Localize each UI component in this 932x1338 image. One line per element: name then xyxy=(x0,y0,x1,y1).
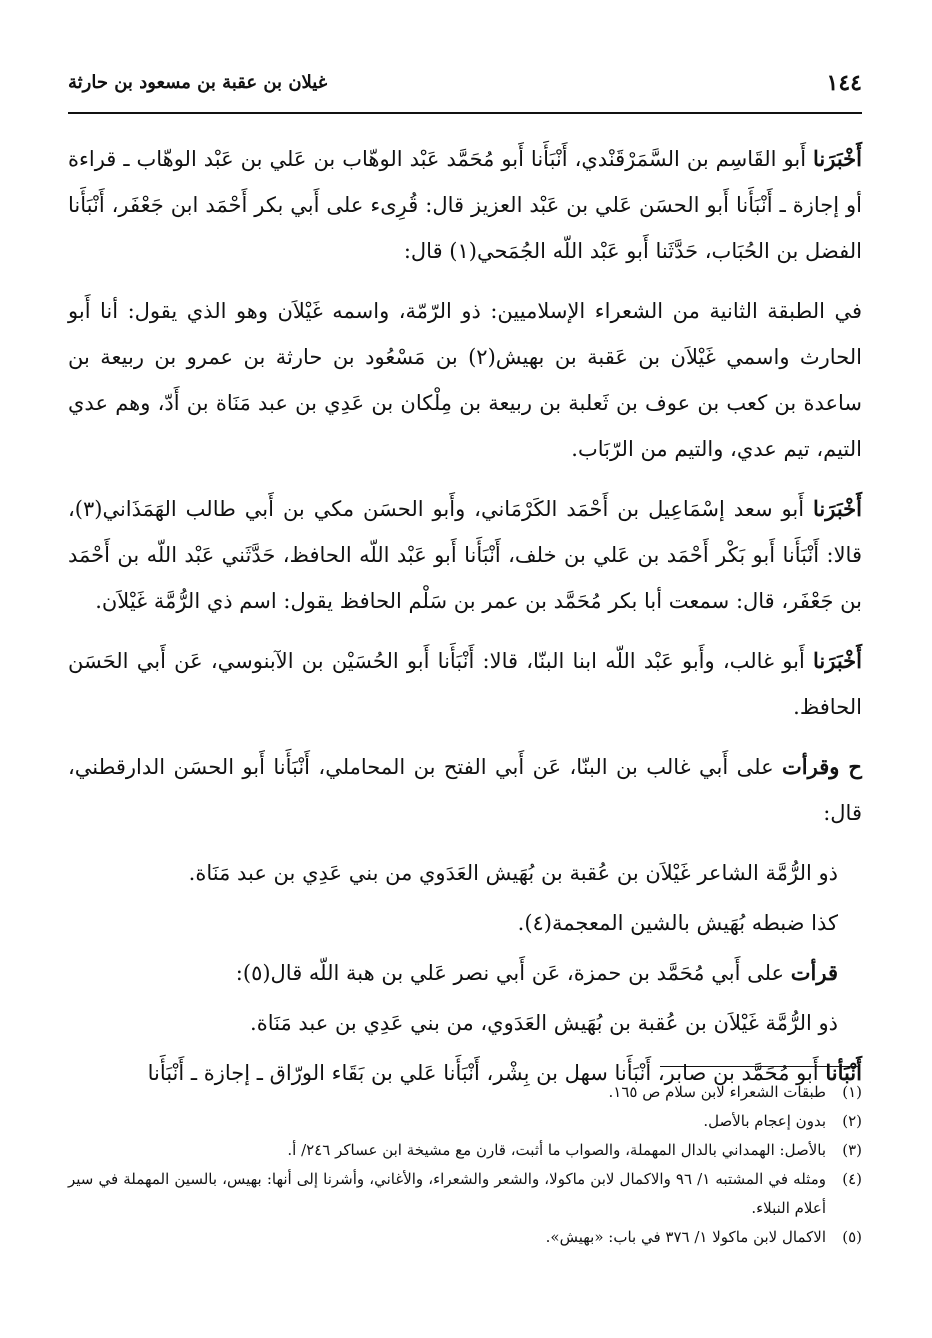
footnote-rule xyxy=(660,1066,860,1067)
paragraph-lead: أَنْبَأنا xyxy=(825,1060,862,1085)
paragraph-lead: أَخْبَرَنا xyxy=(813,648,862,673)
footnote-number: (٣) xyxy=(842,1141,862,1159)
footnote-text: بالأصل: الهمداني بالدال المهملة، والصواب ما أثبت، قارن مع مشيخة ابن عساكر ٢٤٦/ أ. xyxy=(287,1141,826,1159)
footnote-text: الاكمال لابن ماكولا ١/ ٣٧٦ في باب: «بهيش». xyxy=(545,1228,826,1246)
paragraph xyxy=(68,744,862,836)
paragraph-text: ذو الرُّمَّة الشاعر غَيْلاَن بن عُقبة بن بُهَيش العَدَوي من بني عَدِي بن عبد مَنَاة. xyxy=(188,861,838,885)
paragraph xyxy=(68,638,862,730)
footnote xyxy=(68,1107,862,1136)
paragraph xyxy=(68,288,862,472)
paragraph-text: أَبو غالب، وأَبو عَبْد اللّه ابنا البنّا، قالا: أَنْبَأَنا أَبو الحُسَيْن بن الآبنوسي، عَن أَبي الحَسَن الحافظ. xyxy=(68,649,862,719)
footnote-text: بدون إعجام بالأصل. xyxy=(703,1112,826,1130)
paragraph-text: أَبو مُحَمَّد بن صابر، أَنْبَأَنا سهل بن بِشْر، أَنْبَأَنا عَلي بن بَقَاء الورّاق ـ إجازة ـ أَنْبَأَنا xyxy=(147,1061,826,1085)
footnote xyxy=(68,1223,862,1252)
quoted-line xyxy=(68,1000,862,1046)
paragraph-lead: أَخْبَرَنا xyxy=(813,496,862,521)
footnote-text: ومثله في المشتبه ١/ ٩٦ والاكمال لابن ماكولا، والشعر والشعراء، والأغاني، وأشرنا إلى أنها: بهيس، بالسين المهملة في سير أعلام النبلاء. xyxy=(68,1170,826,1217)
footnote-number: (٢) xyxy=(842,1112,862,1130)
main-text xyxy=(68,136,862,1110)
paragraph xyxy=(68,136,862,274)
footnote xyxy=(68,1165,862,1223)
paragraph-text: كذا ضبطه بُهَيش بالشين المعجمة(٤). xyxy=(517,911,838,935)
paragraph xyxy=(68,486,862,624)
quoted-line xyxy=(68,850,862,896)
paragraph-text: أَبو القَاسِم بن السَّمَرْقَنْدي، أَنْبَأَنا أَبو مُحَمَّد عَبْد الوهّاب بن عَلي بن عَبْد الوهّاب ـ قراءة أو إجازة ـ أَنْبَأَنا أَبو الحسَن عَلي بن عَبْد العزيز قال: قُرِىء على أَبي بكر أَحْمَد ابن جَعْفَر، أَنْبَأَنا الفضل بن الحُبَاب، حَدَّثَنا أَبو عَبْد اللّه الجُمَحي(١) قال: xyxy=(68,147,862,263)
running-title: غيلان بن عقبة بن مسعود بن حارثة xyxy=(68,72,328,93)
paragraph-text: في الطبقة الثانية من الشعراء الإسلاميين: ذو الرّمّة، واسمه غَيْلاَن وهو الذي يقول: أنا أَبو الحارث واسمي غَيْلاَن بن عَقبة بن بهيش(٢) بن مَسْعُود بن حارثة بن عمرو بن ربيعة بن ساعدة بن كعب بن عوف بن ثَعلبة بن ربيعة بن مِلْكان بن عَدِي بن عبد مَنَاة بن أَدّ، وهم عدي التيم، تيم عدي، والتيم من الرّبَاب. xyxy=(68,299,862,461)
footnote xyxy=(68,1136,862,1165)
page-header xyxy=(68,70,862,102)
paragraph-text: على أَبي مُحَمَّد بن حمزة، عَن أَبي نصر عَلي بن هبة اللّه قال(٥): xyxy=(235,961,791,985)
footnote-number: (١) xyxy=(842,1083,862,1101)
paragraph-text: ذو الرُّمَّة غَيْلاَن بن عُقبة بن بُهَيش العَدَوي، من بني عَدِي بن عبد مَنَاة. xyxy=(250,1011,838,1035)
footnote-number: (٤) xyxy=(842,1170,862,1188)
quoted-line xyxy=(68,900,862,946)
paragraph-lead: ح وقرأت xyxy=(782,754,862,779)
footnote-text: طبقات الشعراء لابن سلام ص ١٦٥. xyxy=(608,1083,826,1101)
footnotes xyxy=(68,1078,862,1252)
footnote-number: (٥) xyxy=(842,1228,862,1246)
paragraph-text: على أَبي غالب بن البنّا، عَن أَبي الفتح بن المحاملي، أَنْبَأَنا أَبو الحسَن الدارقطني، قال: xyxy=(68,755,862,825)
paragraph-lead: أَخْبَرَنا xyxy=(813,146,862,171)
header-rule xyxy=(68,112,862,114)
paragraph-text: أَبو سعد إسْمَاعِيل بن أَحْمَد الكَرْمَاني، وأَبو الحسَن مكي بن أَبي طالب الهَمَذَاني(٣)، قالا: أَنْبَأَنا أَبو بَكْر أَحْمَد بن عَلي بن خلف، أَنْبَأَنا أَبو عَبْد اللّه الحافظ، حَدَّثَني عَبْد اللّه بن أَحْمَد بن جَعْفَر، قال: سمعت أبا بكر مُحَمَّد بن عمر بن سَلْم الحافظ يقول: اسم ذي الرُّمَّة غَيْلاَن. xyxy=(68,497,862,613)
footnote xyxy=(68,1078,862,1107)
page-number: ١٤٤ xyxy=(826,70,862,96)
quoted-line xyxy=(68,950,862,996)
paragraph-lead: قرأت xyxy=(790,960,838,985)
